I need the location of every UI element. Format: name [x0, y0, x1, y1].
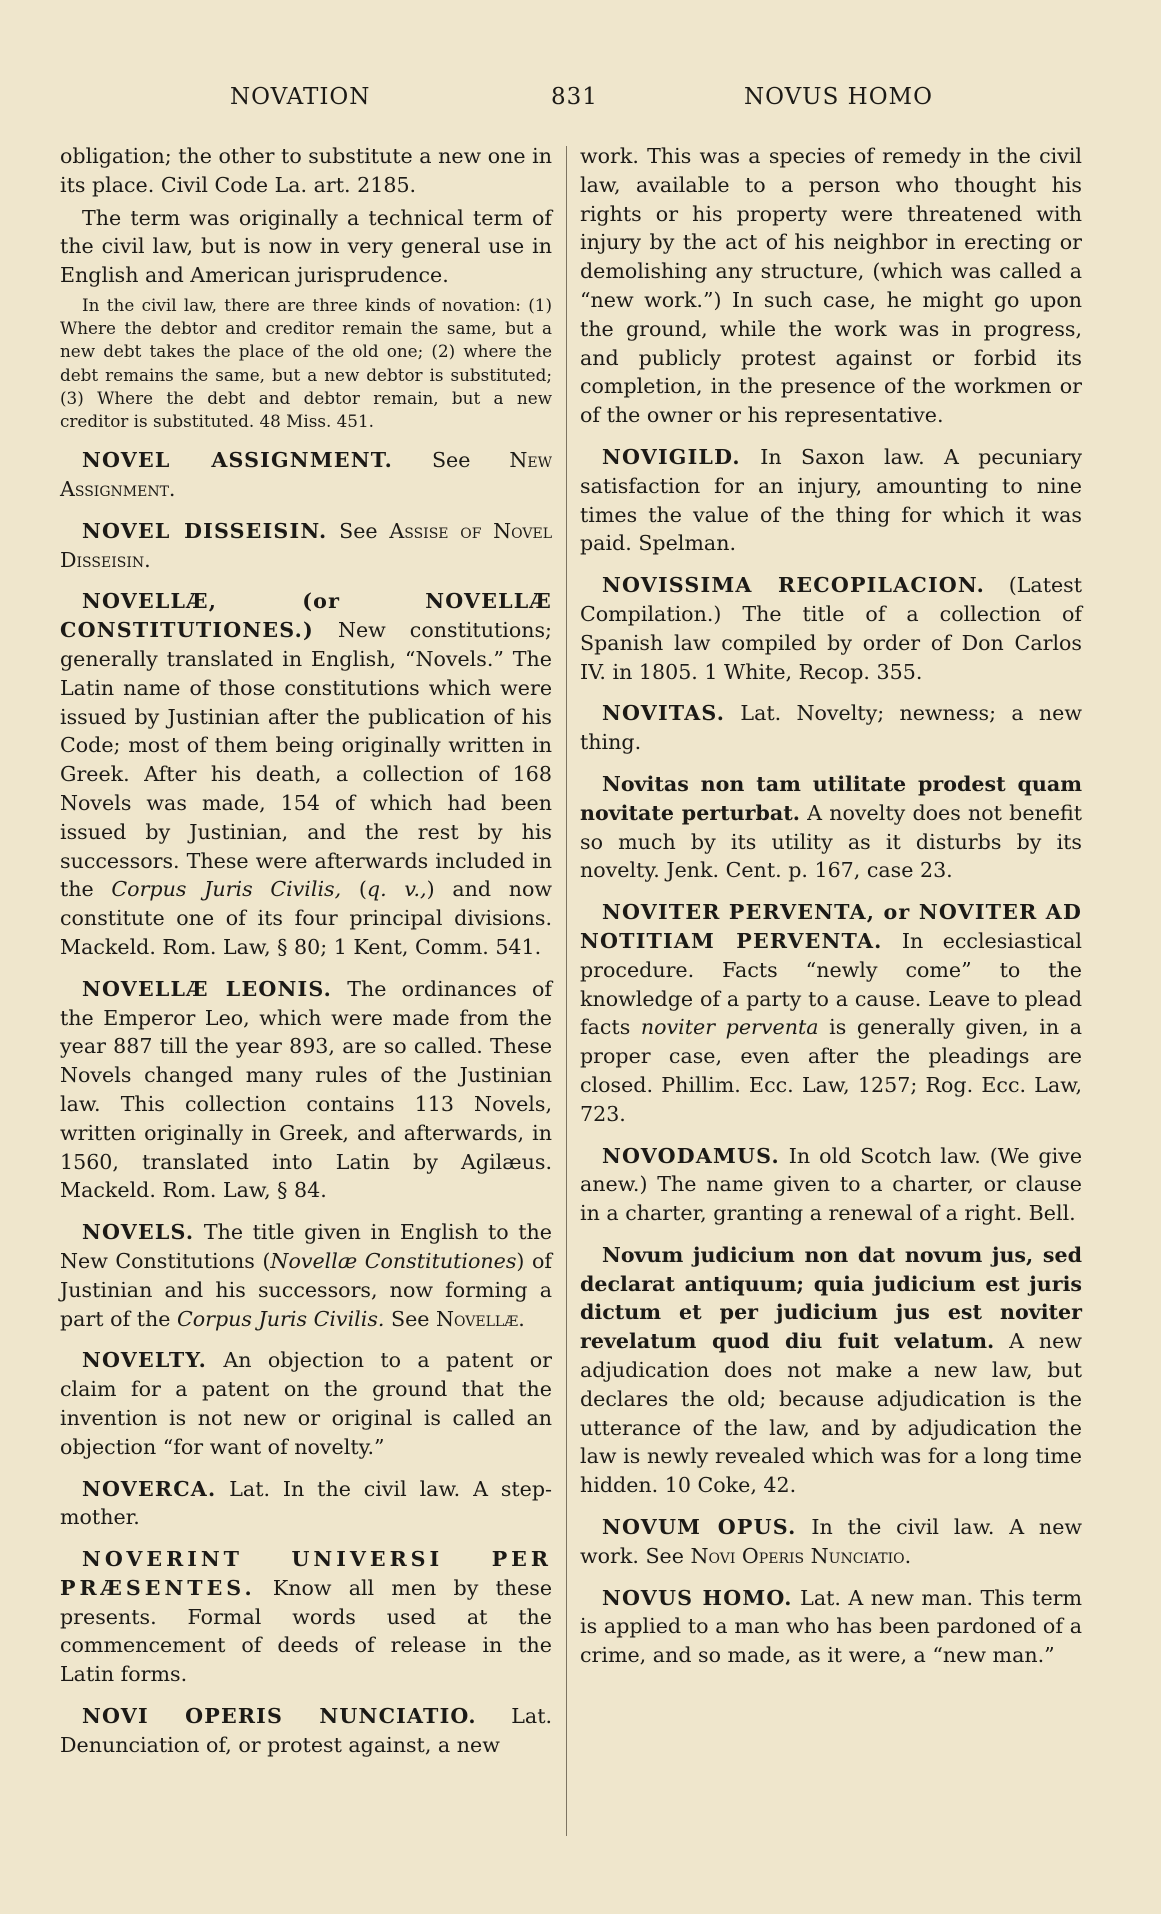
entry-novum-opus [580, 1513, 1082, 1571]
headword: NOVUM OPUS. [602, 1515, 797, 1540]
headword: NOVISSIMA RECOPILACION. [602, 573, 985, 598]
see-text: See [431, 448, 471, 473]
column-divider [566, 146, 567, 1836]
entry-novigild [580, 443, 1082, 558]
cross-reference: Assise of Novel Disseisin. [60, 518, 553, 572]
headword: NOVITAS. [602, 701, 726, 726]
definition-text: ( [358, 877, 367, 902]
entry-novellae-leonis [60, 975, 552, 1205]
entry-novodamus [580, 1142, 1082, 1228]
italic-term: Corpus Juris Civilis, [111, 877, 342, 902]
entry-novissima-recopilacion [580, 571, 1082, 686]
headword: NOVERCA. [82, 1476, 217, 1501]
entry-paragraph: The term was originally a technical term of the civil law, but is now in very general use in English and American jurisprudence. [60, 205, 552, 288]
see-text: See [391, 1306, 430, 1331]
definition-text: (Latest Compilation.) The title of a collection of Spanish law compiled by order of Don Carlos IV. in 1805. 1 White, Recop. 355. [580, 573, 1082, 684]
headword: NOVIGILD. [602, 444, 741, 469]
left-column [60, 142, 552, 1773]
entry-novellae [60, 587, 552, 961]
entry-novitas [580, 699, 1082, 757]
definition-text: An objection to a patent or claim for a patent on the ground that the invention is not new or original is called an objection “for want of novelty.” [60, 1348, 552, 1459]
headword: NOVITER PERVENTA, or NOVITER AD NOTITIAM PERVENTA. [580, 900, 1083, 953]
entry-noviter-perventa [580, 898, 1082, 1128]
definition-text: Lat. In the civil law. A step-mother. [60, 1476, 552, 1530]
entry-noverint-universi [60, 1545, 552, 1689]
cross-reference: New Assignment. [60, 448, 552, 501]
definition-text: Lat. Denunciation of, or protest against, a new [60, 1704, 553, 1757]
maxim: Novum judicium non dat novum jus, sed declarat antiquum; quia judicium est juris dictum et per judicium jus est noviter revelatum quod diu fuit velatum. [580, 1242, 1082, 1354]
definition-text: In the civil law. A new work. See [580, 1515, 1083, 1568]
headword: NOVELLÆ, (or NOVELLÆ CONSTITUTIONES.) [60, 589, 552, 643]
entry-continuation: obligation; the other to substitute a new one in its place. Civil Code La. art. 2185. [60, 144, 552, 197]
definition-text: A new adjudication does not make a new law, but declares the old; because adjudication is the utterance of the law, and by adjudication the law is newly revealed which was for a long time hidden. 10 Coke, 42. [580, 1329, 1082, 1498]
see-text: See [339, 518, 378, 543]
right-column [580, 142, 1082, 1683]
definition-text: The ordinances of the Emperor Leo, which were made from the year 887 till the year 893, are so called. These Novels changed many rules of the Justinian law. This collection contains 113 Novels, written originally in Greek, and afterwards, in 1560, translated into Latin by Agilæus. Mackeld. Rom. Law, § 84. [60, 976, 553, 1203]
definition-text: New constitutions; generally translated in English, “Novels.” The Latin name of those constitutions which were issued by Justinian after the publication of his Code; most of them being originally written in Greek. After his death, a collection of 168 Novels was made, 154 of which had been issued by Justinian, and the rest by his successors. These were afterwards included in the [60, 618, 552, 902]
entry-noverca [60, 1475, 552, 1533]
entry-novitas-maxim [580, 770, 1082, 885]
entry-novus-homo [580, 1584, 1082, 1670]
entry-novi-operis-nunciatio [60, 1702, 552, 1760]
headword: NOVERINT UNIVERSI PER PRÆSENTES. [60, 1547, 552, 1600]
page-number: 831 [551, 84, 598, 110]
entry-novel-assignment [60, 446, 552, 504]
italic-term: Corpus Juris Civilis. [176, 1306, 385, 1331]
header-right-guideword: NOVUS HOMO [744, 84, 933, 110]
definition-text: Know all men by these presents. Formal words used at the commencement of deeds of release in the Latin forms. [60, 1575, 553, 1687]
definition-text: Lat. A new man. This term is applied to a man who has been pardoned of a crime, and so made, as it were, a “new man.” [580, 1585, 1083, 1668]
definition-text: A novelty does not benefit so much by its utility as it disturbs by its novelty. Jenk. Cent. p. 167, case 23. [580, 800, 1082, 883]
definition-text: The title given in English to the New Constitutions ( [60, 1220, 552, 1273]
entry-note: In the civil law, there are three kinds of novation: (1) Where the debtor and creditor remain the same, but a new debt takes the place of the old one; (2) where the debt remains the same, but a new debtor is substituted; (3) Where the debt and debtor remain, but a new creditor is substituted. 48 Miss. 451. [60, 294, 552, 431]
entry-novum-judicium-maxim [580, 1241, 1082, 1500]
cross-reference: Novellæ. [436, 1306, 525, 1331]
definition-text: In old Scotch law. (We give anew.) The name given to a charter, or clause in a charter, granting a renewal of a right. Bell. [580, 1143, 1083, 1226]
entry-novelty [60, 1346, 552, 1461]
definition-text: ) and now constitute one of its four principal divisions. Mackeld. Rom. Law, § 80; 1 Kent, Comm. 541. [60, 877, 553, 959]
italic-term: q. v., [366, 877, 427, 902]
entry-continuation: work. This was a species of remedy in the civil law, available to a person who thought his rights or his property were threatened with injury by the act of his neighbor in erecting or demolishing any structure, (which was called a “new work.”) In such case, he might go upon the ground, while the work was in progress, and publicly protest against or forbid its completion, in the presence of the workmen or of the owner or his representative. [580, 144, 1082, 428]
entry-novels [60, 1218, 552, 1333]
running-header [58, 84, 1088, 118]
headword: NOVEL DISSEISIN. [82, 518, 328, 543]
entry-novel-disseisin [60, 517, 552, 575]
headword: NOVELS. [82, 1220, 195, 1245]
definition-text: Lat. Novelty; newness; a new thing. [580, 701, 1082, 755]
definition-text: In ecclesiastical procedure. Facts “newly come” to the knowledge of a party to a cause. Leave to plead facts [580, 928, 1082, 1040]
headword: NOVELTY. [82, 1348, 208, 1373]
definition-text: In Saxon law. A pecuniary satisfaction for an injury, amounting to nine times the value of the thing for which it was paid. Spelman. [580, 444, 1083, 556]
headword: NOVEL ASSIGNMENT. [82, 448, 393, 473]
headword: NOVI OPERIS NUNCIATIO. [82, 1704, 477, 1729]
italic-term: Novellæ Constitutiones [270, 1248, 517, 1273]
definition-text: ) of Justinian and his successors, now forming a part of the [60, 1248, 552, 1331]
headword: NOVELLÆ LEONIS. [82, 976, 333, 1001]
headword: NOVUS HOMO. [602, 1585, 793, 1610]
headword: NOVODAMUS. [602, 1143, 780, 1168]
cross-reference: Novi Operis Nunciatio. [690, 1543, 912, 1568]
italic-term: noviter perventa [640, 1015, 819, 1040]
maxim: Novitas non tam utilitate prodest quam novitate perturbat. [580, 771, 1082, 825]
header-left-guideword: NOVATION [230, 84, 371, 110]
definition-text: is generally given, in a proper case, even after the pleadings are closed. Phillim. Ecc. Law, 1257; Rog. Ecc. Law, 723. [580, 1015, 1083, 1126]
